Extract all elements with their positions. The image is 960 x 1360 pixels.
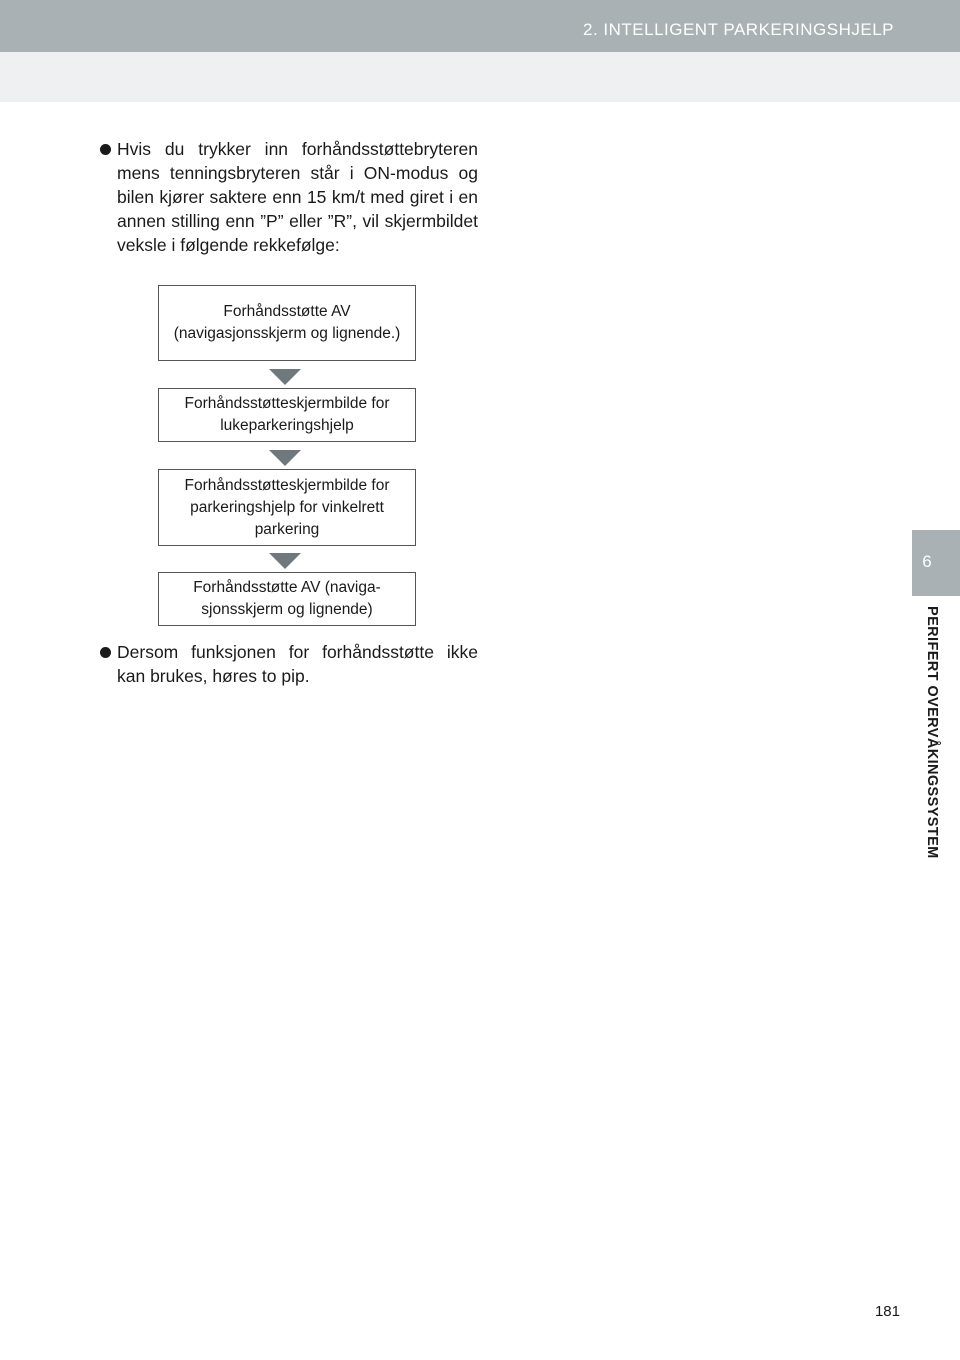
page-number: 181 [874,1303,900,1320]
bullet-text: Dersom funksjonen for forhåndsstøtte ikke kan brukes, høres to pip. [117,642,478,686]
flow-step: Forhåndsstøtte AV (navigasjonsskjerm og lignende) [158,572,416,626]
chapter-title: PERIFERT OVERVÅKINGSSYSTEM [924,606,940,859]
bullet-item [100,640,478,688]
chapter-number: 6 [922,552,932,571]
flow-step: Forhåndsstøtteskjermbilde for parkeringshjelp for vinkelrett parkering [158,469,416,546]
header-band [0,52,960,102]
flow-step: Forhåndsstøtte AV (navigasjonsskjerm og lignende.) [158,285,416,361]
bullet-text: Hvis du trykker inn forhåndsstøttebryteren mens tenningsbryteren står i ON-modus og bilen kjører saktere enn 15 km/t med giret i en annen stilling enn ”P” eller ”R”, vil skjermbildet veksle i følgende rekkefølge: [117,139,478,255]
flow-step: Forhåndsstøtteskjermbilde for lukeparkeringshjelp [158,388,416,442]
bullet-icon [100,647,111,658]
chapter-tab [912,530,960,596]
section-title: 2. INTELLIGENT PARKERINGSHJELP [582,20,894,39]
arrow-down-icon [269,553,301,569]
arrow-down-icon [269,450,301,466]
bullet-item [100,137,478,257]
arrow-down-icon [269,369,301,385]
bullet-icon [100,144,111,155]
header-bar [0,0,960,52]
